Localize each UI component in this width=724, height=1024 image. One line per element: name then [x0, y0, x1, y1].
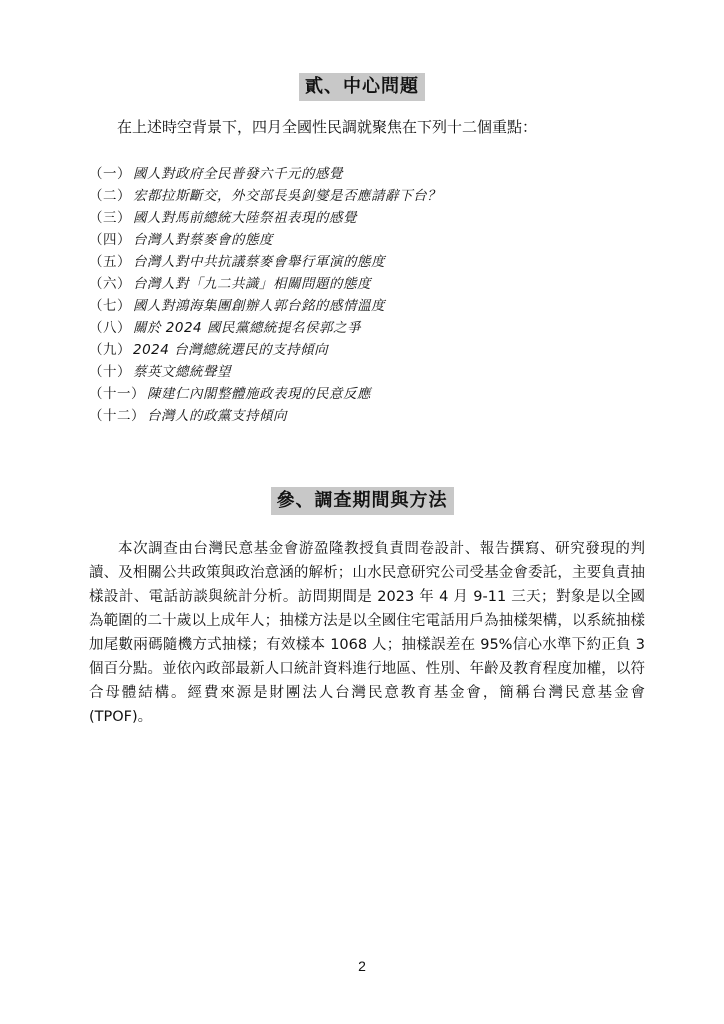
list-item: （十） 蔡英文總統聲望 — [89, 364, 231, 380]
list-item: （七） 國人對鴻海集團創辦人郭台銘的感情溫度 — [89, 298, 385, 314]
topic-list — [89, 163, 441, 427]
section-heading-central-issues — [0, 73, 724, 101]
section-heading-label: 參、調查期間與方法 — [271, 487, 454, 515]
list-item: （四） 台灣人對蔡麥會的態度 — [89, 232, 273, 248]
list-item: （九） 2024 台灣總統選民的支持傾向 — [89, 342, 329, 358]
page-number: 2 — [358, 958, 366, 974]
method-paragraph: 本次調查由台灣民意基金會游盈隆教授負責問卷設計、報告撰寫、研究發現的判讀、及相關公共政策與政治意涵的解析；山水民意研究公司受基金會委託，主要負責抽樣設計、電話訪談與統計分析。訪問期間是 2023 年 4 月 9-11 三天；對象是以全國為範圍的二十歲以上成年人；抽樣方法是以全國住宅電話用戶為抽樣架構，以系統抽樣加尾數兩碼隨機方式抽樣；有效樣本 1068 人；抽樣誤差在 95%信心水準下約正負 3 個百分點。並依內政部最新人口統計資料進行地區、性別、年齡及教育程度加權，以符合母體結構。經費來源是財團法人台灣民意教育基金會，簡稱台灣民意基金會(TPOF)。 — [89, 541, 645, 725]
list-item: （十一） 陳建仁內閣整體施政表現的民意反應 — [89, 386, 371, 402]
list-item: （十二） 台灣人的政黨支持傾向 — [89, 408, 287, 424]
list-item: （一） 國人對政府全民普發六千元的感覺 — [89, 166, 343, 182]
section-heading-label: 貳、中心問題 — [299, 73, 425, 101]
list-item: （二） 宏都拉斯斷交，外交部長吳釗燮是否應請辭下台？ — [89, 188, 441, 204]
list-item: （八） 關於 2024 國民黨總統提名侯郭之爭 — [89, 320, 361, 336]
intro-paragraph: 在上述時空背景下，四月全國性民調就聚焦在下列十二個重點： — [117, 118, 538, 136]
section-heading-survey-method — [0, 487, 724, 515]
list-item: （五） 台灣人對中共抗議蔡麥會舉行軍演的態度 — [89, 254, 385, 270]
list-item: （三） 國人對馬前總統大陸祭祖表現的感覺 — [89, 210, 357, 226]
list-item: （六） 台灣人對「九二共識」相關問題的態度 — [89, 276, 371, 292]
